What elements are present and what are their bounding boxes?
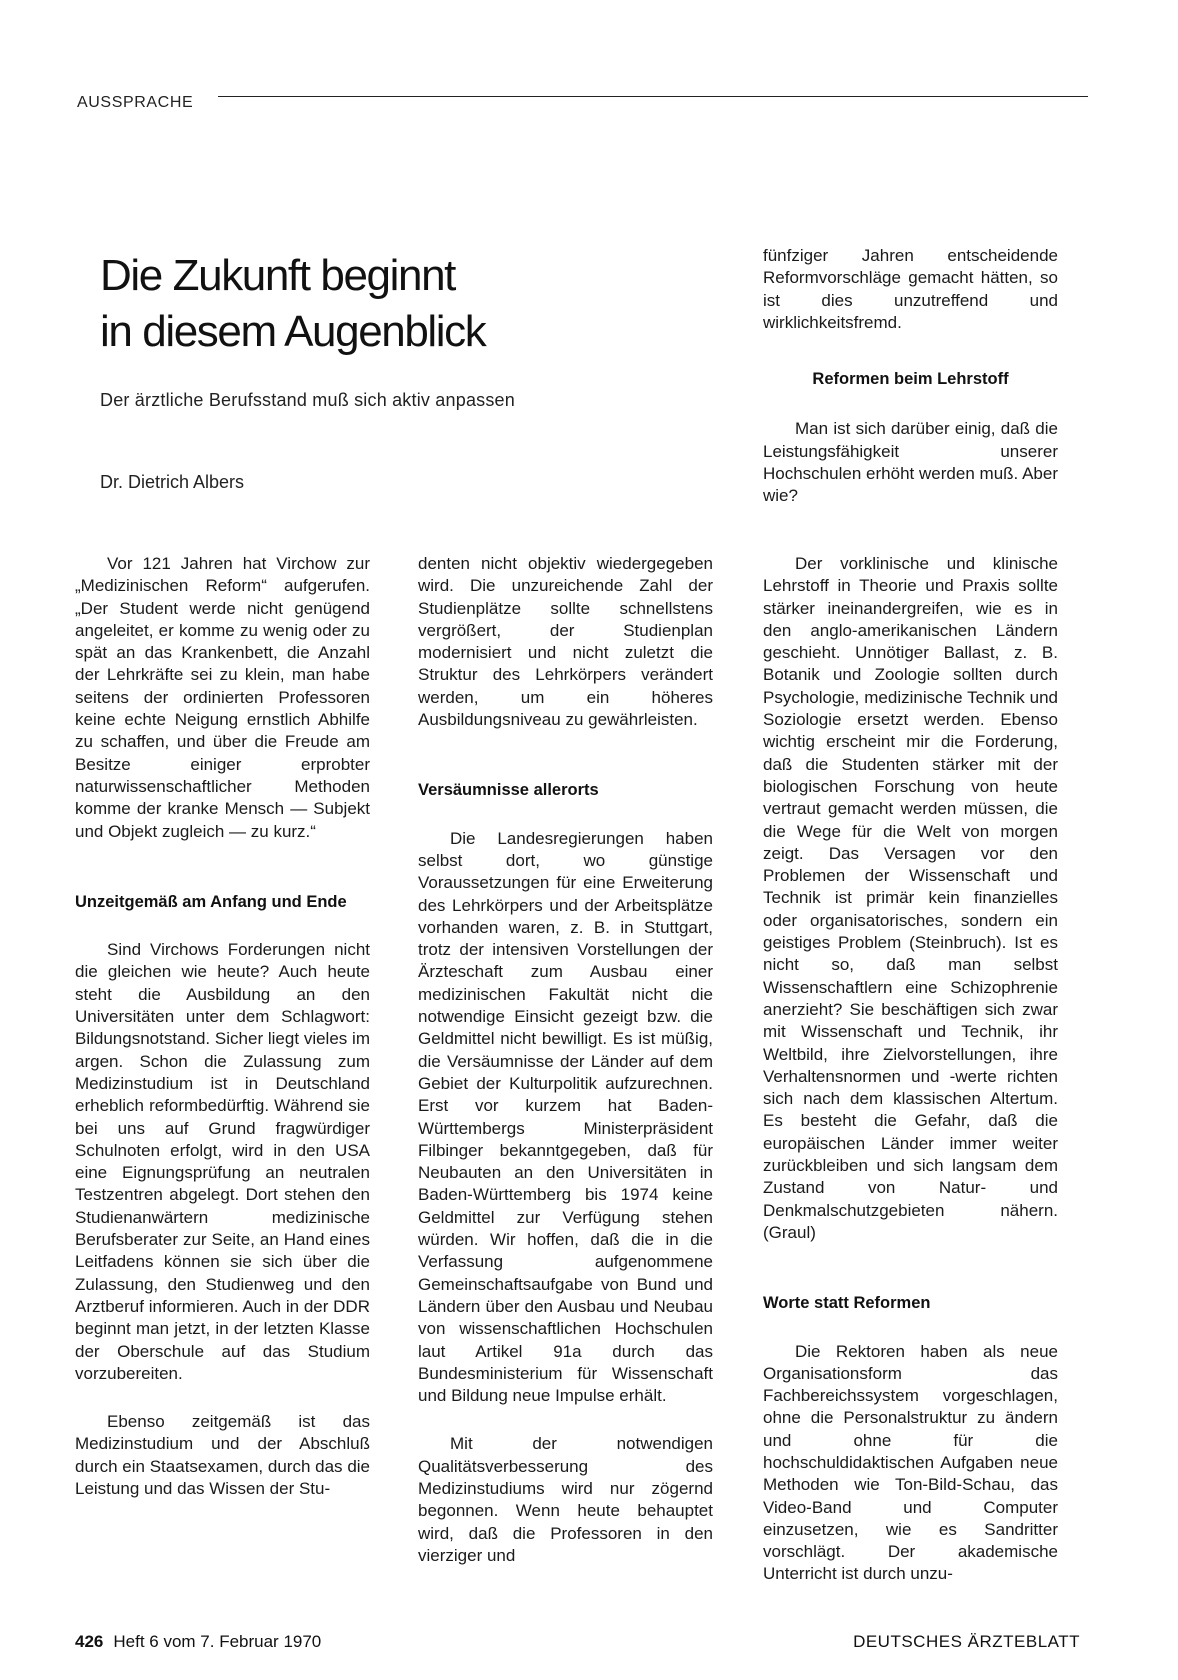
section-label: AUSSPRACHE <box>77 94 194 111</box>
section-heading: Worte statt Reformen <box>763 1294 931 1313</box>
paragraph: Vor 121 Jahren hat Virchow zur „Medizinischen Reform“ aufgerufen. „Der Student werde nicht genügend angeleitet, er komme zu wenig oder zu spät an das Krankenbett, die Anzahl der Lehrkräfte sei zu klein, man habe seitens der ordinierten Professoren keine echte Neigung ernstlich Abhilfe zu schaffen, und über die Freude am Besitze einiger erprobter naturwissenschaftlicher Methoden komme der kranke Mensch — Subjekt und Objekt zugleich — zu kurz.“ <box>75 554 370 841</box>
article-title <box>100 248 660 360</box>
section-heading: Unzeitgemäß am Anfang und Ende <box>75 892 347 911</box>
footer-left <box>75 1632 321 1652</box>
article-title-line2: in diesem Augenblick <box>100 307 486 356</box>
header-rule <box>218 96 1088 97</box>
paragraph: Ebenso zeitgemäß ist das Medizinstudium und der Abschluß durch ein Staatsexamen, durch das die Leistung und das Wissen der Stu- <box>75 1412 370 1498</box>
article-author: Dr. Dietrich Albers <box>100 472 245 492</box>
text-column-2 <box>418 553 713 1567</box>
section-heading: Reformen beim Lehrstoff <box>812 370 1009 389</box>
paragraph: Der vorklinische und klinische Lehrstoff in Theorie und Praxis sollte stärker ineinandergreifen, wie es in den anglo-amerikanischen Ländern geschieht. Unnötiger Ballast, z. B. Botanik und Zoologie sollten durch Psychologie, medizinische Technik und Soziologie ersetzt werden. Ebenso wichtig erscheint mir die Forderung, daß die Studenten stärker mit der biologischen Forschung von heute vertraut gemacht werden müssen, die die Wege für die Welt von morgen zeigt. Das Versagen vor den Problemen der Wissenschaft und Technik ist primär kein finanzielles oder organisatorisches, sondern ein geistiges Problem (Steinbruch). Ist es nicht so, daß man selbst Wissenschaftlern eine Schizophrenie anerzieht? Sie beschäftigen sich zwar mit Wissenschaft und Technik, ihr Weltbild, ihre Zielvorstellungen, ihre Verhaltensnormen und -werte richten sich nach dem klassischen Altertum. Es besteht die Gefahr, daß die europäischen Länder immer weiter zurückbleiben und sich langsam dem Zustand von Natur- und Denkmalschutzgebieten nähern. (Graul) <box>763 554 1058 1242</box>
paragraph: Mit der notwendigen Qualitätsverbesserung des Medizinstudiums wird nur zögernd begonnen. Wenn heute behauptet wird, daß die Professoren in den vierziger und <box>418 1434 713 1565</box>
paragraph: Die Rektoren haben als neue Organisationsform das Fachbereichssystem vorgeschlagen, ohne die Personalstruktur zu ändern und ohne für die hochschuldidaktischen Aufgaben neue Methoden wie Ton-Bild-Schau, das Video-Band und Computer einzusetzen, wie es Sandritter vorschlägt. Der akademische Unterricht ist durch unzu- <box>763 1341 1058 1584</box>
paragraph: denten nicht objektiv wiedergegeben wird. Die unzureichende Zahl der Studienplätze sollte schnellstens vergrößert, der Studienplan modernisiert und nicht zuletzt die Struktur des Lehrkörpers verändert werden, um ein höheres Ausbildungsniveau zu gewährleisten. <box>418 554 713 730</box>
issue-info: Heft 6 vom 7. Februar 1970 <box>113 1632 322 1651</box>
paragraph: Sind Virchows Forderungen nicht die gleichen wie heute? Auch heute steht die Ausbildung an den Universitäten unter dem Schlagwort: Bildungsnotstand. Sicher liegt vieles im argen. Schon die Zulassung zum Medizinstudium ist in Deutschland erheblich reformbedürftig. Während sie bei uns auf Grund fragwürdiger Schulnoten erfolgt, wird in den USA eine Eignungsprüfung an neutralen Testzentren abgelegt. Dort stehen den Studienanwärtern medizinische Berufsberater zur Seite, an Hand eines Leitfadens können sie sich über die Zulassung, den Studienweg und den Arztberuf informieren. Auch in der DDR beginnt man jetzt, in der letzten Klasse der Oberschule auf das Studium vorzubereiten. <box>75 940 370 1383</box>
page-number: 426 <box>75 1632 104 1651</box>
article-subtitle: Der ärztliche Berufsstand muß sich aktiv anpassen <box>100 390 515 410</box>
article-title-line1: Die Zukunft beginnt <box>100 251 455 300</box>
paragraph: Die Landesregierungen haben selbst dort, wo günstige Voraussetzungen für eine Erweiterung des Lehrkörpers und der Arbeitsplätze vorhanden waren, z. B. in Stuttgart, trotz der intensiven Vorstellungen der Ärzteschaft zum Ausbau einer medizinischen Fakultät nicht die notwendige Einsicht gezeigt bzw. die Geldmittel nicht bewilligt. Es ist müßig, die Versäumnisse der Länder auf dem Gebiet der Kulturpolitik aufzurechnen. Erst vor kurzem hat Baden-Württembergs Ministerpräsident Filbinger bekanntgegeben, daß für Neubauten an den Universitäten in Baden-Württemberg bis 1974 keine Geldmittel zur Verfügung stehen würden. Wir hoffen, daß die in die Verfassung aufgenommene Gemeinschaftsaufgabe von Bund und Ländern über den Ausbau und Neubau von wissenschaftlichen Hochschulen laut Artikel 91a durch das Bundesministerium für Wissenschaft und Bildung neue Impulse erhält. <box>418 828 713 1406</box>
paragraph: Man ist sich darüber einig, daß die Leistungsfähigkeit unserer Hochschulen erhöht werden muß. Aber wie? <box>763 419 1058 506</box>
text-column-3 <box>763 553 1058 1586</box>
paragraph: fünfziger Jahren entscheidende Reformvorschläge gemacht hätten, so ist dies unzutreffend und wirklichkeitsfremd. <box>763 246 1058 332</box>
section-heading: Versäumnisse allerorts <box>418 781 599 800</box>
text-column-1 <box>75 553 370 1500</box>
journal-name: DEUTSCHES ÄRZTEBLATT <box>853 1632 1080 1651</box>
text-column-3-top <box>763 245 1058 508</box>
